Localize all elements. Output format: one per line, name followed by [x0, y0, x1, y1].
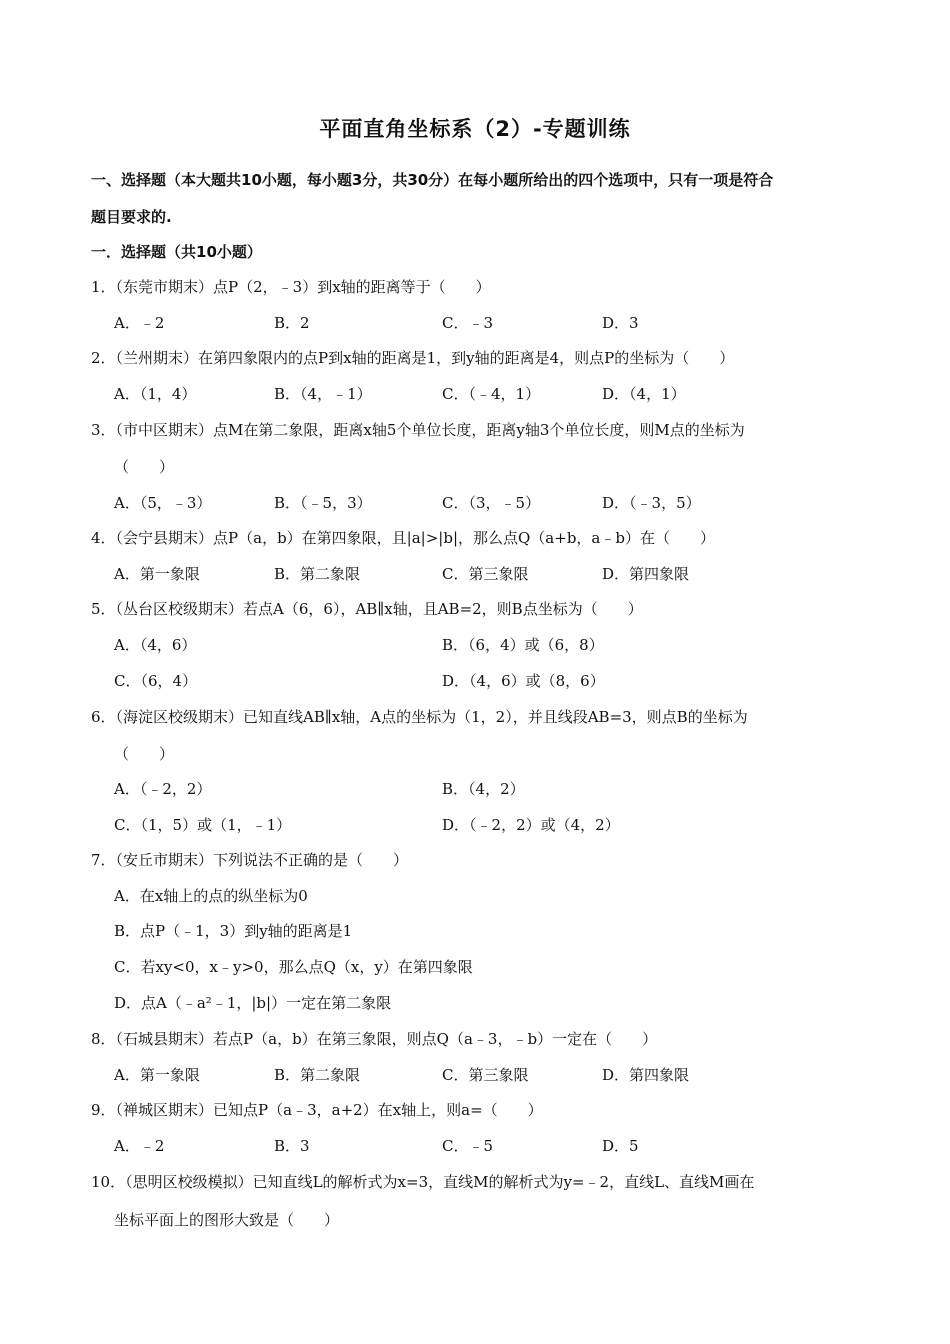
option-c: C．第三象限	[442, 565, 529, 583]
question-6: 6．（海淀区校级期末）已知直线AB∥x轴，A点的坐标为（1，2），并且线段AB=3，则点B的坐标为	[91, 708, 748, 726]
question-9: 9．（禅城区期末）已知点P（a﹣3，a+2）在x轴上，则a=（ ）	[91, 1101, 543, 1119]
option-b: B．第二象限	[274, 565, 361, 583]
question-10-cont: 坐标平面上的图形大致是（ ）	[114, 1211, 340, 1229]
option-b: B．（4，﹣1）	[274, 385, 372, 403]
option-b: B．点P（﹣1，3）到y轴的距离是1	[114, 922, 353, 940]
option-c: C．（﹣4，1）	[442, 385, 541, 403]
question-4: 4．（会宁县期末）点P（a，b）在第四象限，且|a|>|b|，那么点Q（a+b，a﹣b）在（ ）	[91, 529, 715, 547]
option-c: C．若xy<0，x﹣y>0，那么点Q（x，y）在第四象限	[114, 958, 473, 976]
page-title: 平面直角坐标系（2）-专题训练	[319, 117, 631, 141]
question-5: 5．（丛台区校级期末）若点A（6，6），AB∥x轴，且AB=2，则B点坐标为（ ）	[91, 600, 643, 618]
question-8: 8．（石城县期末）若点P（a，b）在第三象限，则点Q（a﹣3，﹣b）一定在（ ）	[91, 1030, 658, 1048]
option-c: C．﹣5	[442, 1137, 494, 1155]
option-d: D．5	[602, 1137, 639, 1155]
option-a: A．第一象限	[114, 1066, 200, 1084]
section-header: 一．选择题（共10小题）	[91, 243, 262, 261]
option-b: B．第二象限	[274, 1066, 361, 1084]
option-c: C．﹣3	[442, 314, 494, 332]
option-d: D．（﹣3，5）	[602, 494, 701, 512]
section-intro-line-1: 一、选择题（本大题共10小题，每小题3分，共30分）在每小题所给出的四个选项中，只有一项是符合	[91, 171, 774, 189]
option-d: D．第四象限	[602, 565, 690, 583]
question-10: 10．（思明区校级模拟）已知直线L的解析式为x=3，直线M的解析式为y=﹣2，直线L、直线M画在	[91, 1173, 755, 1191]
option-d: D．3	[602, 314, 639, 332]
option-a: A．（﹣2，2）	[114, 780, 212, 798]
option-b: B．（﹣5，3）	[274, 494, 372, 512]
option-c: C．（3，﹣5）	[442, 494, 541, 512]
question-1: 1．（东莞市期末）点P（2，﹣3）到x轴的距离等于（ ）	[91, 278, 491, 296]
question-6-cont: （ ）	[114, 745, 175, 763]
option-d: D．（﹣2，2）或（4，2）	[442, 816, 620, 834]
option-c: C．（6，4）	[114, 672, 198, 690]
option-a: A．（4，6）	[114, 636, 197, 654]
option-d: D．（4，6）或（8，6）	[442, 672, 605, 690]
question-2: 2．（兰州期末）在第四象限内的点P到x轴的距离是1，到y轴的距离是4，则点P的坐标为（ ）	[91, 349, 735, 367]
option-a: A．（1，4）	[114, 385, 197, 403]
option-d: D．点A（﹣a²﹣1，|b|）一定在第二象限	[114, 994, 392, 1012]
option-c: C．（1，5）或（1，﹣1）	[114, 816, 292, 834]
option-a: A．﹣2	[114, 1137, 165, 1155]
option-c: C．第三象限	[442, 1066, 529, 1084]
option-b: B．2	[274, 314, 310, 332]
option-a: A．在x轴上的点的纵坐标为0	[114, 887, 308, 905]
option-b: B．（4，2）	[442, 780, 525, 798]
option-a: A．﹣2	[114, 314, 165, 332]
question-7: 7．（安丘市期末）下列说法不正确的是（ ）	[91, 851, 409, 869]
option-b: B．3	[274, 1137, 310, 1155]
option-d: D．（4，1）	[602, 385, 686, 403]
option-d: D．第四象限	[602, 1066, 690, 1084]
section-intro-line-2: 题目要求的.	[91, 208, 172, 226]
option-a: A．（5，﹣3）	[114, 494, 212, 512]
question-3-cont: （ ）	[114, 458, 175, 476]
question-3: 3．（市中区期末）点M在第二象限，距离x轴5个单位长度，距离y轴3个单位长度，则M点的坐标为	[91, 421, 745, 439]
option-a: A．第一象限	[114, 565, 200, 583]
option-b: B．（6，4）或（6，8）	[442, 636, 604, 654]
